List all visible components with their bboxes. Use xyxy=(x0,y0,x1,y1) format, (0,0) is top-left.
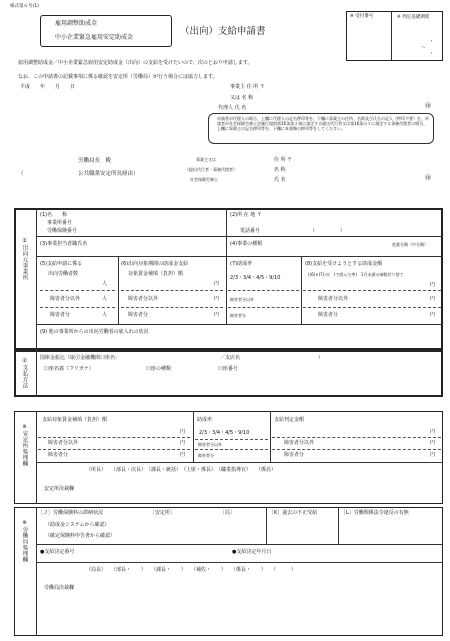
s4-insurance-status: ［Ｊ］労働保険料の滞納状況 xyxy=(38,510,104,516)
submitter-name: 名 称 xyxy=(274,167,286,173)
c5-unit: 人 xyxy=(102,281,108,287)
s4-past-fraud: ［K］過去の不正受給 xyxy=(269,510,318,516)
seal-mark: ㊞ xyxy=(425,103,432,110)
other-employment-status: (9) 他の事業所からの出向労働者の雇入れの状況 xyxy=(40,329,149,335)
c5-disabled: 障害者分 xyxy=(50,312,71,318)
page-title: （出向）支給申請書 xyxy=(180,26,266,37)
field-name: (1)名 称 xyxy=(40,212,68,218)
s3-rate-disabled: 障害者分 xyxy=(198,453,214,458)
s3-rate: 助成率 xyxy=(197,417,213,423)
s4-system-check: （助成金システムから確認） xyxy=(45,522,110,528)
c7-rates: 2/3・3/4・4/5・9/10 xyxy=(230,275,281,281)
addressee-1: 労働局長 殿 xyxy=(78,158,112,164)
s3-judged-amount: 支給判定金額 xyxy=(274,417,305,423)
receipt-number-label: ※ 受付番号 xyxy=(350,14,374,19)
addressee-2: 公共職業安定所長経由） xyxy=(78,171,139,177)
c5-unit-b: 人 xyxy=(102,312,108,318)
s4-bureau: ［局］ xyxy=(220,510,236,516)
period-mark-1: ・ xyxy=(429,39,435,45)
s3-judged-disabled-unit: 円 xyxy=(430,452,436,458)
field-business-type: (4)事業の種類 xyxy=(230,241,263,247)
c7-disabled: 障害者分 xyxy=(230,313,246,318)
field-insurance-number: 労働保険番号 xyxy=(47,228,78,234)
bank-paren-close: ） xyxy=(318,355,324,361)
c5-non-disabled: 障害者分以外 xyxy=(50,296,81,302)
submitter-3: 社会保険労務士 xyxy=(190,177,218,182)
representative-note-box xyxy=(208,113,434,144)
title-line1: 雇用調整助成金 xyxy=(55,20,98,27)
period-mark-3: ・ xyxy=(429,51,435,57)
field-office-number: 事業所番号 xyxy=(47,220,73,226)
c8-disabled: 障害者分 xyxy=(318,312,339,318)
c6-unit-a: 円 xyxy=(214,296,220,302)
application-date: 平成 年 月 日 xyxy=(20,84,76,90)
intro-line2: なお、この申請書の記載事項に係る確認を安定所（労働局）が行う場合には協力します。 xyxy=(18,74,218,80)
c6-disabled: 障害者分 xyxy=(128,312,149,318)
c5-unit-a: 人 xyxy=(102,296,108,302)
addressee-paren: （ xyxy=(18,171,24,177)
s3-judged-disabled: 障害者分 xyxy=(284,452,305,458)
c5-label: (5)支給申請に係る xyxy=(40,261,83,267)
c7-non-disabled: 障害者分以外 xyxy=(230,297,254,302)
representative-note: 申請者が代理人の場合、上欄に代理人の記名押印等を、下欄に事業主の住所、名称及び氏名の記入（押印不要）を、申請者が社会保険労務士法施行規則第16条第２項に規定する提出代行者又は第16条の３に規定する事務代理者の場合、上欄に事業主の記名押印等を、下欄に本書類の押印等をしてください。 xyxy=(217,116,429,132)
s4-decision-date: ●支給決定年月日 xyxy=(232,549,272,555)
s3-approval-label: 安定所決裁欄 xyxy=(44,486,75,492)
c8-non-disabled: 障害者分以外 xyxy=(318,296,349,302)
s3-compensation: 支給対象賃金補填（負担）額 xyxy=(42,417,108,423)
employer-name-label: 又は 名 称 xyxy=(230,95,254,101)
section-office-processing xyxy=(14,411,443,504)
section3-side-label: ※安定所処理欄 xyxy=(21,424,28,467)
s3-rate-values: 2/3・3/4・4/5・9/10 xyxy=(199,430,250,436)
s4-approval-label: 労働局決裁欄 xyxy=(44,585,75,591)
intro-line1: 雇用調整助成金／中小企業緊急雇用安定助成金（出向）の支給を受けたいので、次のとおり申請します。 xyxy=(18,60,253,66)
c8-unit: 円 xyxy=(430,282,436,288)
form-number: 様式第６号(1) xyxy=(10,4,39,9)
receipt-box xyxy=(346,11,443,61)
title-line2: 中小企業緊急雇用安定助成金 xyxy=(55,34,134,41)
s4-declaration-check: （確定保険料申告書から確認） xyxy=(45,533,116,539)
employer-address-label: 事業主 住 所 〒 xyxy=(230,84,265,90)
s3-compensation-unit: 円 xyxy=(180,429,186,435)
field-location: (2)所 在 地 〒 xyxy=(230,212,262,218)
s3-approval-stamps: （所長） （部長・次長） （課長・統括） （上席・係長） （職業指導官） （係員） xyxy=(86,467,277,473)
section2-side-label: ②支払方法 xyxy=(21,358,28,389)
s3-non-disabled: 障害者分以外 xyxy=(48,440,79,446)
c5-label2: 出向労働者数 xyxy=(48,271,79,277)
s3-judged-non-disabled-unit: 円 xyxy=(430,440,436,446)
s4-decision-number: ●支給決定番号 xyxy=(40,549,75,555)
c7-label: (7)助成率 xyxy=(230,261,253,267)
bank-transfer-label: 国庫金振込（取引金融機関口座名： xyxy=(40,355,121,361)
section4-side-label: ※労働局処理欄 xyxy=(21,520,28,563)
submitter-seal: ㊞ xyxy=(425,175,432,182)
field-industry-class: 産業分類（中分類） xyxy=(392,242,428,247)
c6-non-disabled: 障害者分以外 xyxy=(128,296,159,302)
branch-label: ／支店名 xyxy=(220,355,241,361)
c8-note: ((6)×(7)の( )で囲んだ率) 1円未満の端数切り捨て xyxy=(308,272,404,277)
account-number: 口座番号 xyxy=(218,366,239,372)
s3-rate-non-disabled: 障害者分以外 xyxy=(198,442,222,447)
account-holder: 口座名義（フリガナ） xyxy=(44,366,94,372)
representative-label: 代理人 氏 名 xyxy=(218,105,247,111)
s4-approval-stamps: （局長） （部長・ ） （課長・ ） （補佐・ ） （係長・ ） （ ） xyxy=(86,567,297,573)
field-phone: 電話番号 xyxy=(240,228,261,234)
account-type: 口座の種類 xyxy=(146,366,172,372)
period-label: ※ 判定基礎期間 xyxy=(397,15,430,20)
c8-unit-b: 円 xyxy=(430,312,436,318)
c6-unit: 円 xyxy=(214,281,220,287)
submitter-1: 事業主又は xyxy=(196,157,216,162)
submitter-address: 住 所 〒 xyxy=(274,157,293,163)
c8-label: (8)支給を受けようとする助成金額 xyxy=(305,261,383,267)
title-box xyxy=(40,15,172,47)
field-phone-paren: （ ） xyxy=(310,228,346,234)
s3-disabled: 障害者分 xyxy=(48,452,69,458)
period-mark-2: ～ xyxy=(421,45,427,51)
s4-office: ［安定所］ xyxy=(150,510,176,516)
s4-labor-law: ［L］労働関係法令違反の有無 xyxy=(341,510,409,516)
s3-non-disabled-unit: 円 xyxy=(180,440,186,446)
c6-label2: 対象賃金補填（負担）額 xyxy=(128,271,184,277)
s3-judged-unit: 円 xyxy=(430,429,436,435)
submitter-2: （提出代行者・事務代理者） xyxy=(185,167,237,172)
field-contact-person: (3)事業担当者職氏名 xyxy=(40,241,88,247)
c6-label: (6)出向対象期間の助成金支給 xyxy=(121,261,189,267)
submitter-person: 氏 名 xyxy=(274,177,286,183)
c8-unit-a: 円 xyxy=(430,296,436,302)
s3-judged-non-disabled: 障害者分以外 xyxy=(284,440,315,446)
s3-disabled-unit: 円 xyxy=(180,452,186,458)
c6-unit-b: 円 xyxy=(214,312,220,318)
section1-side-label: ①出向元事業所 xyxy=(21,238,28,281)
